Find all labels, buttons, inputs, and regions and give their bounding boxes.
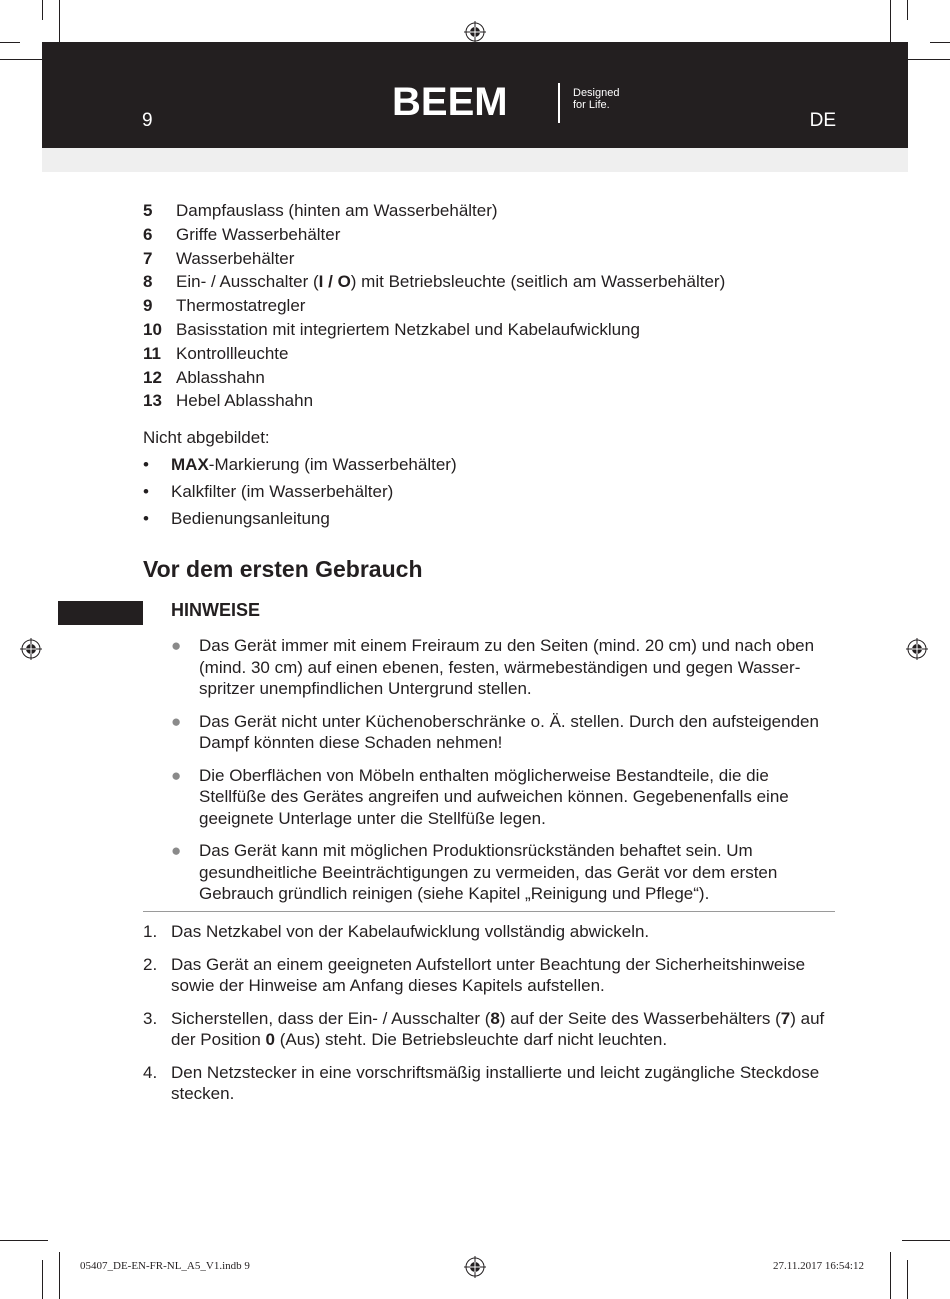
registration-mark-icon bbox=[906, 638, 928, 660]
page-number: 9 bbox=[142, 110, 153, 131]
part-number: 9 bbox=[143, 296, 153, 316]
logo-separator bbox=[558, 83, 560, 123]
step-text-part: Sicherstellen, dass der Ein- / Ausschalter ( bbox=[171, 1008, 491, 1028]
brand-tagline bbox=[573, 87, 653, 111]
list-item-label: -Markierung (im Wasserbehälter) bbox=[208, 455, 457, 474]
part-label bbox=[176, 199, 498, 223]
note-item bbox=[171, 711, 835, 754]
step-text-part: ) auf der Position bbox=[171, 1008, 825, 1049]
list-item-label: Kalkfilter (im Wasserbehälter) bbox=[171, 482, 394, 501]
step-number: 2. bbox=[143, 954, 158, 974]
crop-mark bbox=[42, 1260, 43, 1299]
crop-mark bbox=[42, 0, 43, 20]
brand-logo: BEEM bbox=[392, 80, 508, 124]
part-number: 6 bbox=[143, 224, 153, 244]
part-number: 7 bbox=[143, 248, 153, 268]
notes-heading: HINWEISE bbox=[171, 600, 261, 620]
notes-list bbox=[171, 635, 835, 916]
crop-mark bbox=[902, 59, 950, 60]
crop-mark bbox=[59, 0, 60, 48]
note-item bbox=[171, 635, 835, 700]
step-text-part: Das Netzkabel von der Kabelaufwicklung vollständig abwickeln. bbox=[171, 922, 650, 941]
part-label bbox=[176, 270, 725, 294]
part-item bbox=[143, 294, 725, 318]
part-label bbox=[176, 366, 265, 390]
not-shown-section bbox=[143, 424, 457, 532]
list-item bbox=[143, 451, 457, 478]
steps-list bbox=[143, 921, 835, 1116]
section-title: Vor dem ersten Gebrauch bbox=[143, 556, 423, 582]
crop-mark bbox=[902, 1240, 950, 1241]
bullet-dot-icon: ● bbox=[171, 841, 182, 860]
step-text-bold: 7 bbox=[780, 1008, 791, 1028]
note-text: Das Gerät immer mit einem Freiraum zu den Seiten (mind. 20 cm) und nach oben (mind. 30 cm) auf einen ebenen, festen, wärmebeständigen und gegen Wasserspritzer unempfindlichen Untergrund stellen. bbox=[199, 636, 815, 698]
step-number: 3. bbox=[143, 1008, 158, 1028]
bullet-icon: • bbox=[143, 455, 149, 474]
list-item-text bbox=[171, 505, 330, 532]
part-label bbox=[176, 389, 313, 413]
parts-list bbox=[143, 199, 725, 413]
bullet-dot-icon: ● bbox=[171, 636, 182, 655]
step-text-part: ) auf der Seite des Wasserbehälters ( bbox=[499, 1008, 781, 1028]
step-text-part: Das Gerät an einem geeigneten Aufstellort unter Beachtung der Sicherheitshinweise sowie der Hinweise am Anfang dieses Kapitels aufstellen. bbox=[171, 954, 806, 995]
footer-datetime: 27.11.2017 16:54:12 bbox=[773, 1260, 864, 1272]
part-text: Basisstation mit integriertem Netzkabel und Kabelaufwicklung bbox=[176, 319, 640, 339]
list-item bbox=[143, 478, 457, 505]
crop-mark bbox=[890, 0, 891, 48]
part-item bbox=[143, 199, 725, 223]
step-text-bold: 8 bbox=[490, 1008, 500, 1028]
part-text: Griffe Wasserbehälter bbox=[176, 224, 341, 244]
crop-mark bbox=[0, 42, 20, 43]
step-text-part: Den Netzstecker in eine vorschriftsmäßig installierte und leicht zugängliche Steckdose stecken. bbox=[171, 1062, 820, 1103]
part-number: 12 bbox=[143, 367, 162, 387]
step-text bbox=[171, 921, 835, 943]
part-text: Ablasshahn bbox=[176, 367, 265, 387]
bullet-dot-icon: ● bbox=[171, 765, 182, 785]
list-item bbox=[143, 505, 457, 532]
part-label bbox=[176, 318, 640, 342]
page-header bbox=[42, 42, 908, 148]
part-text: ) mit Betriebsleuchte (seitlich am Wasserbehälter) bbox=[350, 272, 726, 292]
part-item bbox=[143, 247, 725, 271]
step-text-bold: 0 bbox=[265, 1030, 275, 1049]
registration-mark-icon bbox=[464, 21, 486, 43]
bullet-dot-icon: ● bbox=[171, 711, 182, 731]
part-text: Wasserbehälter bbox=[176, 248, 295, 268]
part-text: Ein- / Ausschalter ( bbox=[176, 272, 319, 292]
part-item bbox=[143, 270, 725, 294]
note-text: Das Gerät nicht unter Küchenoberschränke o. Ä. stellen. Durch den aufsteigenden Dampf könnten diese Schaden nehmen! bbox=[199, 711, 819, 752]
part-text: Kontrollleuchte bbox=[176, 343, 289, 363]
part-item bbox=[143, 318, 725, 342]
part-item bbox=[143, 223, 725, 247]
tagline-line: for Life. bbox=[573, 99, 610, 111]
part-number: 11 bbox=[143, 343, 161, 363]
step-number: 1. bbox=[143, 922, 158, 941]
step-item bbox=[143, 1008, 835, 1051]
language-code: DE bbox=[809, 110, 836, 131]
part-label bbox=[176, 247, 294, 271]
crop-mark bbox=[0, 59, 48, 60]
step-item bbox=[143, 954, 835, 997]
step-text bbox=[171, 1062, 835, 1105]
bullet-icon: • bbox=[143, 482, 149, 501]
part-text: Thermostatregler bbox=[176, 296, 306, 316]
part-text: Dampfauslass (hinten am Wasserbehälter) bbox=[176, 201, 498, 220]
step-text bbox=[171, 1008, 835, 1051]
not-shown-label: Nicht abgebildet: bbox=[143, 428, 270, 447]
step-number: 4. bbox=[143, 1062, 158, 1082]
registration-mark-icon bbox=[464, 1256, 486, 1278]
divider bbox=[143, 911, 835, 912]
side-tab-marker bbox=[58, 601, 143, 625]
bullet-icon: • bbox=[143, 509, 149, 528]
step-item bbox=[143, 1062, 835, 1105]
note-text: Das Gerät kann mit möglichen Produktionsrückständen behaftet sein. Um gesundheitliche Beeinträchtigungen zu vermeiden, das Gerät vor dem ersten Gebrauch gründlich reinigen (siehe Kapitel „Reinigung und Pflege“). bbox=[199, 841, 778, 903]
header-strip bbox=[42, 148, 908, 172]
tagline-line: Designed bbox=[573, 87, 620, 99]
part-number: 5 bbox=[143, 201, 153, 220]
part-text: Hebel Ablasshahn bbox=[176, 391, 314, 411]
part-number: 13 bbox=[143, 391, 162, 411]
part-item bbox=[143, 389, 725, 413]
part-item bbox=[143, 366, 725, 390]
part-text-bold: I / O bbox=[318, 272, 351, 292]
part-label bbox=[176, 223, 340, 247]
note-item bbox=[171, 840, 835, 905]
note-text: Die Oberflächen von Möbeln enthalten möglicherweise Bestandteile, die die Stellfüße des Gerätes angreifen und aufweichen können. Gegebenenfalls eine geeignete Unterlage unter die Stellfüße legen. bbox=[199, 765, 789, 828]
step-item bbox=[143, 921, 835, 943]
part-item bbox=[143, 342, 725, 366]
step-text bbox=[171, 954, 835, 997]
list-item-text bbox=[171, 478, 393, 505]
part-number: 8 bbox=[143, 272, 153, 292]
part-label bbox=[176, 294, 305, 318]
crop-mark bbox=[907, 0, 908, 20]
step-text-part: (Aus) steht. Die Betriebsleuchte darf nicht leuchten. bbox=[274, 1030, 668, 1049]
part-label bbox=[176, 342, 288, 366]
crop-mark bbox=[59, 1252, 60, 1299]
list-item-text bbox=[171, 451, 457, 478]
part-number: 10 bbox=[143, 319, 162, 339]
not-shown-list bbox=[143, 451, 457, 532]
list-item-label: Bedienungsanleitung bbox=[171, 509, 330, 528]
footer-file-name: 05407_DE-EN-FR-NL_A5_V1.indb 9 bbox=[80, 1260, 250, 1272]
crop-mark bbox=[0, 1240, 48, 1241]
crop-mark bbox=[890, 1252, 891, 1299]
crop-mark bbox=[930, 42, 950, 43]
crop-mark bbox=[907, 1260, 908, 1299]
note-item bbox=[171, 765, 835, 830]
list-item-bold: MAX bbox=[171, 455, 209, 474]
registration-mark-icon bbox=[20, 638, 42, 660]
